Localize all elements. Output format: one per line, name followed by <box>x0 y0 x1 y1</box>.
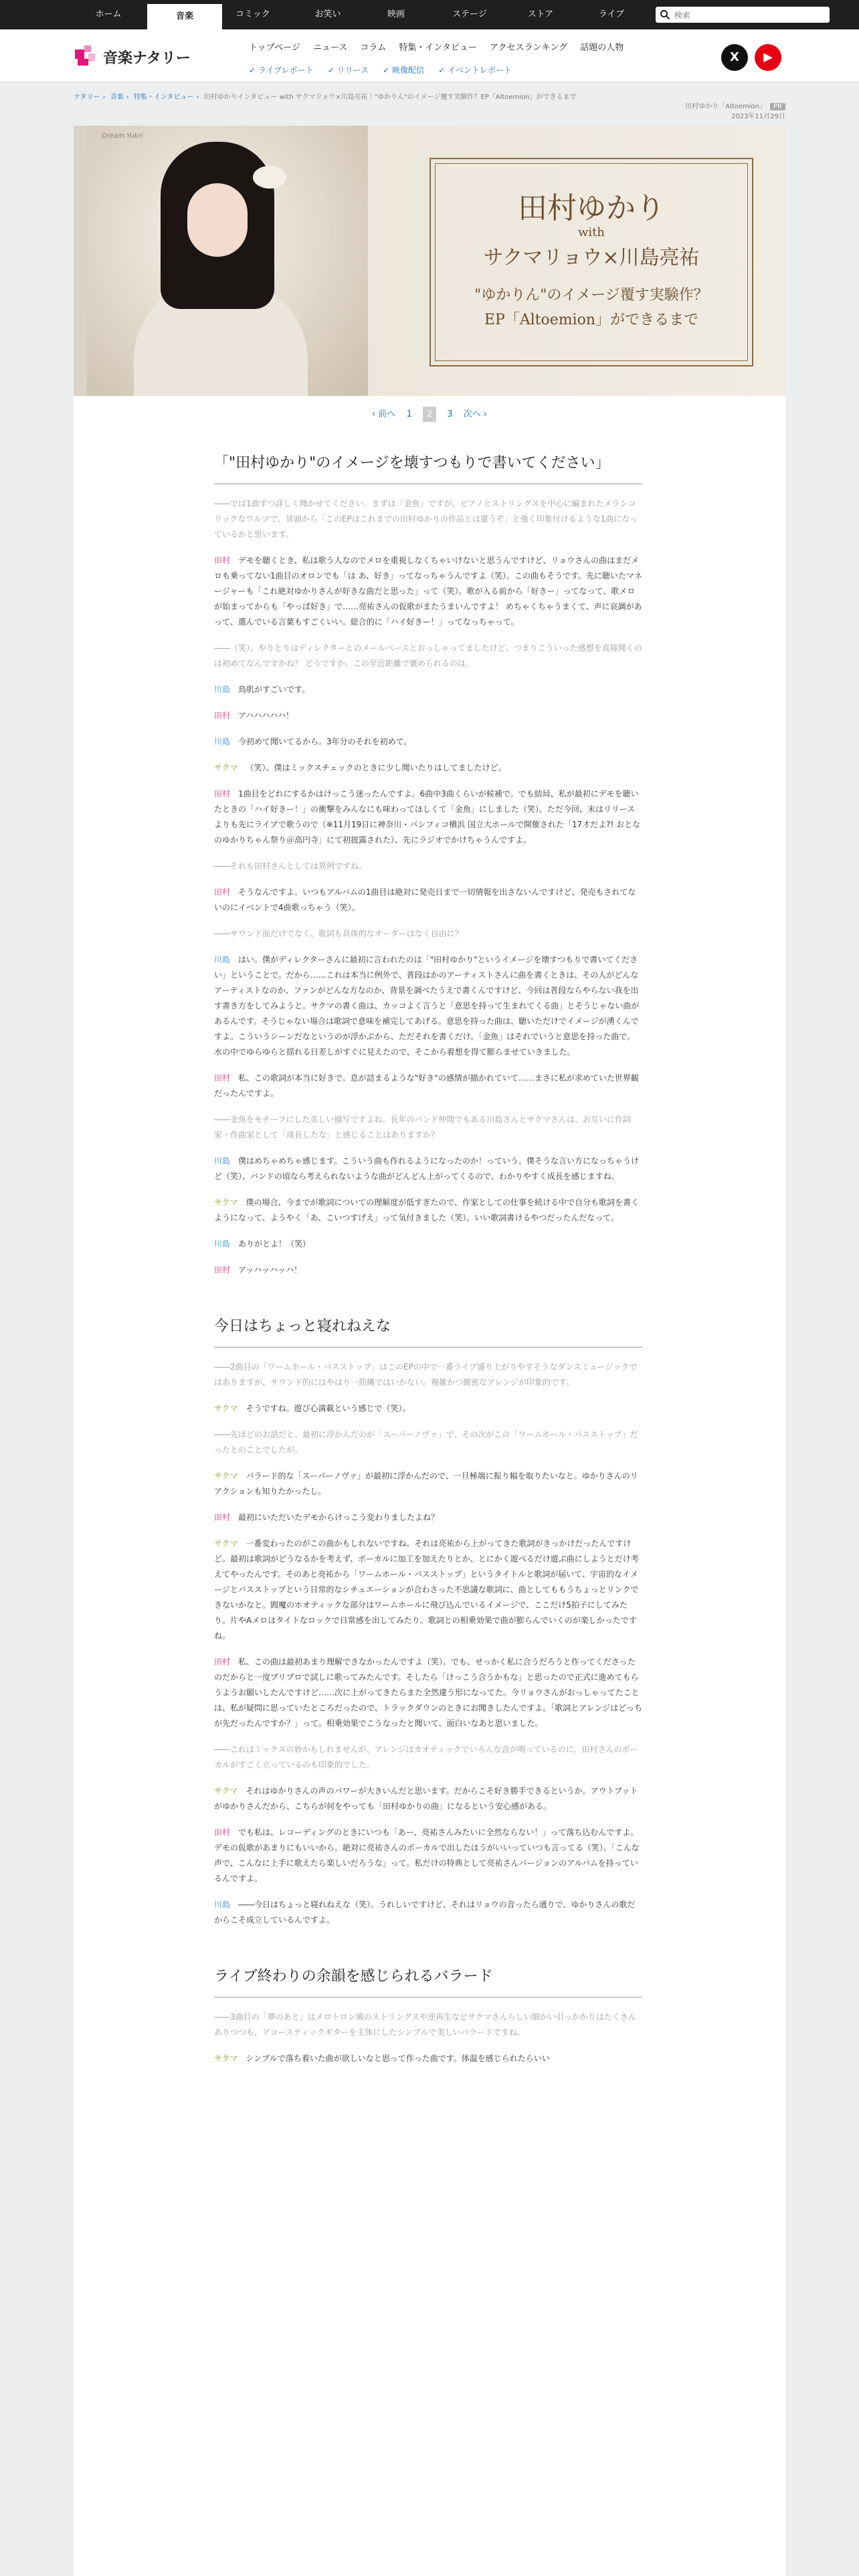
speaker-name: サクマ <box>214 1786 238 1796</box>
speaker-name: 田村 <box>214 1513 231 1522</box>
primary-nav <box>249 40 633 53</box>
speaker-name: 川島 <box>214 955 231 964</box>
pager-next[interactable]: 次へ › <box>463 409 488 419</box>
speaker-answer <box>214 1401 642 1416</box>
paragraph-text: そうですね。遊び心満載という感じで（笑）。 <box>246 1404 411 1413</box>
tab-eiga[interactable]: 映画 <box>387 9 405 19</box>
speaker-answer <box>214 1897 642 1928</box>
breadcrumb-music[interactable]: 音楽 <box>110 94 124 101</box>
speaker-answer <box>214 734 642 750</box>
paragraph-text: バラード的な「スーパーノヴァ」が最初に浮かんだので、一旦極端に振り幅を取りたいなと。ゆかりさんのリアクションも知りたかったし。 <box>214 1471 638 1496</box>
paragraph-text: 僕の場合、今までが歌詞についての理解度が低すぎたので、作家としての仕事を続ける中で自分も歌詞を書くようになって、ようやく「あ、こいつすげえ」って気付きました（笑）。いい歌詞書けるやつだったんだなって。 <box>214 1198 640 1222</box>
nav-people[interactable]: 話題の人物 <box>580 43 624 53</box>
tab-home[interactable]: ホーム <box>95 9 122 19</box>
section-heading: 今日はちょっと寝れねえな <box>214 1315 642 1348</box>
hero-subtitle-1: "ゆかりん"のイメージ覆す実験作？ <box>474 287 708 304</box>
paragraph-text: デモを聴くとき、私は歌う人なのでメロを重視しなくちゃいけないと思うんですけど、リョウさんの曲はまだメロも乗ってない1曲目のオロンでも「は あ、好き」ってなっちゃうんですよ（笑）。この曲もそうです。先に聴いたマネージャーも「これ絶対ゆかりさんが好きな曲だと思った」って（笑）。歌が入る前から「好きー」ってなって、歌メロが始まってからも「やっぱ好き」で……亮祐さんの仮歌がまたうまいんですよ！ めちゃくちゃうまくて、声に哀調があって、選んでいる言葉もすごくいい。総合的に「ハイ好きー！」ってなっちゃって。 <box>214 556 643 627</box>
speaker-answer <box>214 885 642 916</box>
speaker-answer <box>214 952 642 1060</box>
article-meta <box>685 100 785 120</box>
speaker-name: 田村 <box>214 887 231 897</box>
nav-column[interactable]: コラム <box>360 43 387 53</box>
speaker-name: 田村 <box>214 1265 231 1275</box>
hero-names: サクマリョウ×川島亮祐 <box>483 246 700 270</box>
paragraph-text: ――では1曲ずつ詳しく聞かせてください。まずは「金魚」ですが、ピアノとストリングスを中心に編まれたメランコリックなワルツで、冒頭から「このEPはこれまでの田村ゆかりの作品とは違うぞ」と強く印象付けるような1曲になっているかと思います。 <box>214 499 638 539</box>
speaker-name: 川島 <box>214 685 231 694</box>
section-heading: 「"田村ゆかり"のイメージを壊すつもりで書いてください」 <box>214 452 642 484</box>
hero-banner <box>74 126 785 396</box>
secondary-nav <box>249 63 522 76</box>
interviewer-question <box>214 496 642 542</box>
paragraph-text: ――2曲目の「ワームホール・パスストップ」はこのEPの中で一番ライブ盛り上がりやすそうなダンスミュージックではありますが、サウンド的にはやはり一筋縄ではいかない。複雑かつ緻密なアレンジが印象的です。 <box>214 1362 638 1387</box>
paragraph-text: ――先ほどのお話だと、最初に浮かんだのが「スーパーノヴァ」で、その次がこの「ワームホール・パスストップ」だったとのことでしたが。 <box>214 1430 638 1455</box>
speaker-name: サクマ <box>214 1471 238 1481</box>
article-body <box>214 452 642 2077</box>
sponsor-text: 田村ゆかり「Altoemion」 <box>685 103 767 110</box>
breadcrumb-natalie[interactable]: ナタリー <box>74 94 100 101</box>
paragraph-text: ――今日はちょっと寝れねえな（笑）。うれしいですけど、それはリョウの音ったら通りで、ゆかりさんの歌だからこそ成立しているんですよ。 <box>214 1900 636 1925</box>
speaker-name: 田村 <box>214 711 231 720</box>
paragraph-text: 私、この歌詞が本当に好きで。息が詰まるような"好き"の感情が描かれていて……まさに私が求めていた世界観だったんですよ。 <box>214 1073 639 1098</box>
interviewer-question <box>214 926 642 942</box>
pager-page-1[interactable]: 1 <box>406 409 412 419</box>
interviewer-question <box>214 1427 642 1458</box>
paragraph-text: それはゆかりさんの声のパワーが大きいんだと思います。だからこそ好き勝手できるというか。アウトプットがゆかりさんだから、こちらが何をやっても「田村ゆかりの曲」になるという安心感がある。 <box>214 1786 638 1811</box>
speaker-answer <box>214 1825 642 1887</box>
paragraph-text: 私、この曲は最初あまり理解できなかったんですよ（笑）。でも、せっかく私に合うだろうと作ってくださったのだからと一度プリプロで試しに歌ってみたんです。そしたら「けっこう合うかもな」と思ったので正式に進めてもらうようお願いしたんですけど……次に上がってきたらまた全然違う形になってた。今リョウさんがおっしゃってたことは、私が疑問に思っていたところだったので、トラックダウンのときにお聞きしたんですよ。「歌詞とアレンジはどっちが先だったんですか？」って。相乗効果でこうなったと聞いて、面白いなあと思いました。 <box>214 1657 642 1728</box>
speaker-answer <box>214 1654 642 1731</box>
nav-news[interactable]: ニュース <box>312 43 348 53</box>
interviewer-question <box>214 859 642 874</box>
speaker-name: 田村 <box>214 556 231 565</box>
paragraph-text: アッハッハッハ！ <box>238 1265 302 1275</box>
paragraph-text: 1曲目をどれにするかはけっこう迷ったんですよ。6曲中3曲くらいが候補で。でも結局、私が最初にデモを聴いたときの「ハイ好きー！」の衝撃をみんなにも味わってほしくて「金魚」にしました（笑）。ただ今回、末はリリースよりも先にライブで歌うので（※11月19日に神奈川・パシフィコ横浜 国立大ホールで開催された「17才だよ?! おとなのゆかりちゃん祭り＠高円寺」にて初披露された）、先にラジオでかけちゃうんですよ。 <box>214 789 641 845</box>
pagination <box>74 407 785 422</box>
speaker-name: サクマ <box>214 1198 238 1207</box>
hero-with: with <box>578 225 605 239</box>
speaker-name: サクマ <box>214 1539 238 1548</box>
speaker-name: 田村 <box>214 1828 231 1837</box>
nav-ranking[interactable]: アクセスランキング <box>489 43 568 53</box>
youtube-icon[interactable]: ▶ <box>755 44 781 71</box>
speaker-answer <box>214 786 642 848</box>
speaker-answer <box>214 682 642 697</box>
hero-title: 田村ゆかり <box>518 191 665 225</box>
speaker-answer <box>214 1784 642 1814</box>
paragraph-text: アハハハハハ！ <box>238 711 294 720</box>
top-nav <box>0 0 859 29</box>
pager-prev[interactable]: ‹ 前へ <box>371 409 396 419</box>
interviewer-question <box>214 1360 642 1390</box>
site-header <box>0 29 859 82</box>
pager-page-3[interactable]: 3 <box>447 409 453 419</box>
logo-text[interactable]: 音楽ナタリー <box>103 50 191 67</box>
speaker-answer <box>214 760 642 776</box>
speaker-answer <box>214 1195 642 1226</box>
speaker-name: 川島 <box>214 1239 231 1249</box>
tab-music[interactable]: 音楽 <box>147 4 222 29</box>
nav-release[interactable]: ✓ リリース <box>328 64 369 76</box>
paragraph-text: でも私は、レコーディングのときにいつも「あー、亮祐さんみたいに全然ならない！」って落ち込むんですよ。デモの仮歌があまりにもいいから。絶対に亮祐さんのボーカルで出したほうがいいっていつも言ってる（笑）。「こんな声で、こんなに上手に歌えたら楽しいだろうな」って。私だけの特典として亮祐さんバージョンのアルバムを持っているんですよ。 <box>214 1828 640 1883</box>
paragraph-text: ――（笑）。やりとりはディレクターとのメールベースとおっしゃってましたけど、つまりこういった感想を直接聞くのは初めてなんですかね？ どうですか、この至近距離で褒められるのは。 <box>214 643 642 668</box>
speaker-name: サクマ <box>214 2054 238 2063</box>
speaker-answer <box>214 1510 642 1525</box>
photo-watermark: Dream Yukri <box>102 132 143 140</box>
nav-live-report[interactable]: ✓ ライブレポート <box>249 64 314 76</box>
hero-subtitle-2: EP「Altoemion」ができるまで <box>484 312 699 328</box>
section-heading: ライブ終わりの余韻を感じられるバラード <box>214 1965 642 1998</box>
tab-stage[interactable]: ステージ <box>452 9 487 19</box>
paragraph-text: シンプルで落ち着いた曲が欲しいなと思って作った曲です。体温を感じられたらいい <box>246 2054 550 2063</box>
speaker-name: 川島 <box>214 1156 231 1166</box>
artist-photo <box>87 126 368 396</box>
tab-live[interactable]: ライブ <box>598 9 625 19</box>
paragraph-text: 最初にいただいたデモからけっこう変わりましたよね？ <box>238 1513 440 1522</box>
interviewer-question <box>214 1112 642 1143</box>
paragraph-text: ――サウンド面だけでなく、歌詞も具体的なオーダーはなく自由に？ <box>214 929 463 938</box>
search-icon <box>660 9 670 20</box>
nav-event-report[interactable]: ✓ イベントレポート <box>438 64 512 76</box>
speaker-answer <box>214 1237 642 1252</box>
tab-owarai[interactable]: お笑い <box>314 9 341 19</box>
speaker-name: 田村 <box>214 1073 231 1083</box>
tab-comic[interactable]: コミック <box>235 9 270 19</box>
paragraph-text: そうなんですよ。いつもアルバムの1曲目は絶対に発売日まで一切情報を出さないんですけど、発売もされてないのにイベントで4曲歌っちゃう（笑）。 <box>214 887 636 912</box>
search-input[interactable] <box>673 8 827 23</box>
speaker-name: 川島 <box>214 1900 231 1909</box>
breadcrumb-features[interactable]: 特集・インタビュー <box>133 94 194 101</box>
paragraph-text: 一番変わったのがこの曲かもしれないですね。それは亮祐から上がってきた歌詞がきっかけだったんですけど。最初は歌詞がどうなるかを考えず、ボーカルに加工を加えたりとか、とにかく遊べるだけ遊ぶ曲にしようとだけ考えてやったんです。そのあと亮祐から「ワームホール・パスストップ」というタイトルと歌詞が届いて、宇宙的なイメージとバスストップという日常的なシチュエーションが合わさった不思議な歌詞に、曲としてももうちょっとリンクできないかなと。閻魔のホオティックな部分はワームホールに飛び込んでいるイメージで、ここだけ5拍子にしてみたり。片やAメロはタイトなロックで日常感を出してみたり。歌詞との相乗効果で曲が膨らんでいくのが楽しかったですね。 <box>214 1539 639 1640</box>
paragraph-text: ――金魚をモチーフにした美しい描写ですよね。長年のバンド仲間でもある川島さんとサクマさんは、お互いに作詞家・作曲家として「成長したな」と感じることはありますか？ <box>214 1115 631 1140</box>
publish-date: 2023年11月29日 <box>731 113 785 120</box>
interviewer-question <box>214 641 642 671</box>
tab-store[interactable]: ストア <box>527 9 554 19</box>
speaker-answer <box>214 1536 642 1644</box>
natalie-logo-icon[interactable] <box>74 44 98 68</box>
speaker-answer <box>214 1469 642 1499</box>
nav-top-page[interactable]: トップページ <box>249 43 300 53</box>
x-icon[interactable]: X <box>721 44 748 71</box>
speaker-name: 川島 <box>214 737 231 746</box>
pager-page-2: 2 <box>423 407 436 422</box>
paragraph-text: ありがとよ！（笑） <box>238 1239 311 1249</box>
hero-title-frame <box>430 158 753 366</box>
nav-features[interactable]: 特集・インタビュー <box>399 43 477 53</box>
speaker-answer <box>214 1154 642 1184</box>
speaker-name: サクマ <box>214 763 238 772</box>
paragraph-text: 今初めて聞いてるから。3年分のそれを初めて。 <box>238 737 412 746</box>
breadcrumb-current: 田村ゆかりインタビュー with サクマリョウ×川島亮祐｜"ゆかりん"のイメージ覆す実験作？EP「Altoemion」ができるまで <box>203 94 577 101</box>
speaker-answer <box>214 2051 642 2066</box>
breadcrumb: ナタリー › 音楽 › 特集・インタビュー › 田村ゆかりインタビュー with サクマリョウ×川島亮祐｜"ゆかりん"のイメージ覆す実験作？EP「Altoemion」ができるまで <box>74 94 577 101</box>
speaker-answer <box>214 708 642 724</box>
paragraph-text: ――これはミックスの妙かもしれませんが、アレンジはカオティックでいろんな音が鳴っているのに、田村さんのボーカルがすごく立っているのも印象的でした。 <box>214 1745 638 1769</box>
paragraph-text: はい。僕がディレクターさんに最初に言われたのは「"田村ゆかり"というイメージを壊すつもりで書いてください」ということで。だから……これは本当に例外で、普段はかのアーティストさんに曲を書くときは、その人がどんなアーティストなのか、ファンがどんな方なのか、背景を調べたうえで書くんですけど、今回は普段ならやらない我を出す書き方をしてみようと。サクマの書く曲は、カッコよく言うと「意思を持って生まれてくる曲」とそうじゃない曲があるんです。そうじゃない場合は歌詞で意味を補完してあげる。意思を持った曲は、聴いただけでイメージが湧くんですよ。こういうシーンだなというのが浮かぶから、ただそれを書くだけ。「金魚」はそれでいうと意思を持った曲で。水の中でゆらゆらと揺れる日差しがすぐに見えたので、そこから着想を得て膨らませていきました。 <box>214 955 640 1057</box>
speaker-answer <box>214 1071 642 1101</box>
speaker-answer <box>214 553 642 630</box>
pr-badge: PR <box>770 103 785 110</box>
search-box[interactable] <box>656 7 830 23</box>
speaker-name: サクマ <box>214 1404 238 1413</box>
paragraph-text: （笑）。僕はミックスチェックのときに少し聞いたりはしてましたけど。 <box>246 763 506 772</box>
interviewer-question <box>214 2010 642 2040</box>
paragraph-text: 僕はめちゃめちゃ感じます。こういう曲も作れるようになったのか！っていう。僕そうな言い方になっちゃうけど（笑）、バンドの頃なら考えられないような曲がどんどん上がってくるので、わかりやすく成長を感じますね。 <box>214 1156 640 1181</box>
speaker-name: 田村 <box>214 1657 231 1667</box>
nav-video[interactable]: ✓ 映像配信 <box>383 64 424 76</box>
interviewer-question <box>214 1742 642 1773</box>
speaker-name: 田村 <box>214 789 231 798</box>
paragraph-text: ――3曲目の「夢のあと」はメロトロン風のストリングスや逆再生などサクマさんらしい細かい引っかかりはたくさんありつつも、アコースティックギターを主体にしたシンプルで美しいバラードですね。 <box>214 2012 636 2037</box>
speaker-answer <box>214 1263 642 1278</box>
paragraph-text: 鳥肌がすごいです。 <box>238 685 310 694</box>
article <box>74 126 785 2576</box>
paragraph-text: ――それも田村さんとしては異例ですね。 <box>214 861 367 871</box>
